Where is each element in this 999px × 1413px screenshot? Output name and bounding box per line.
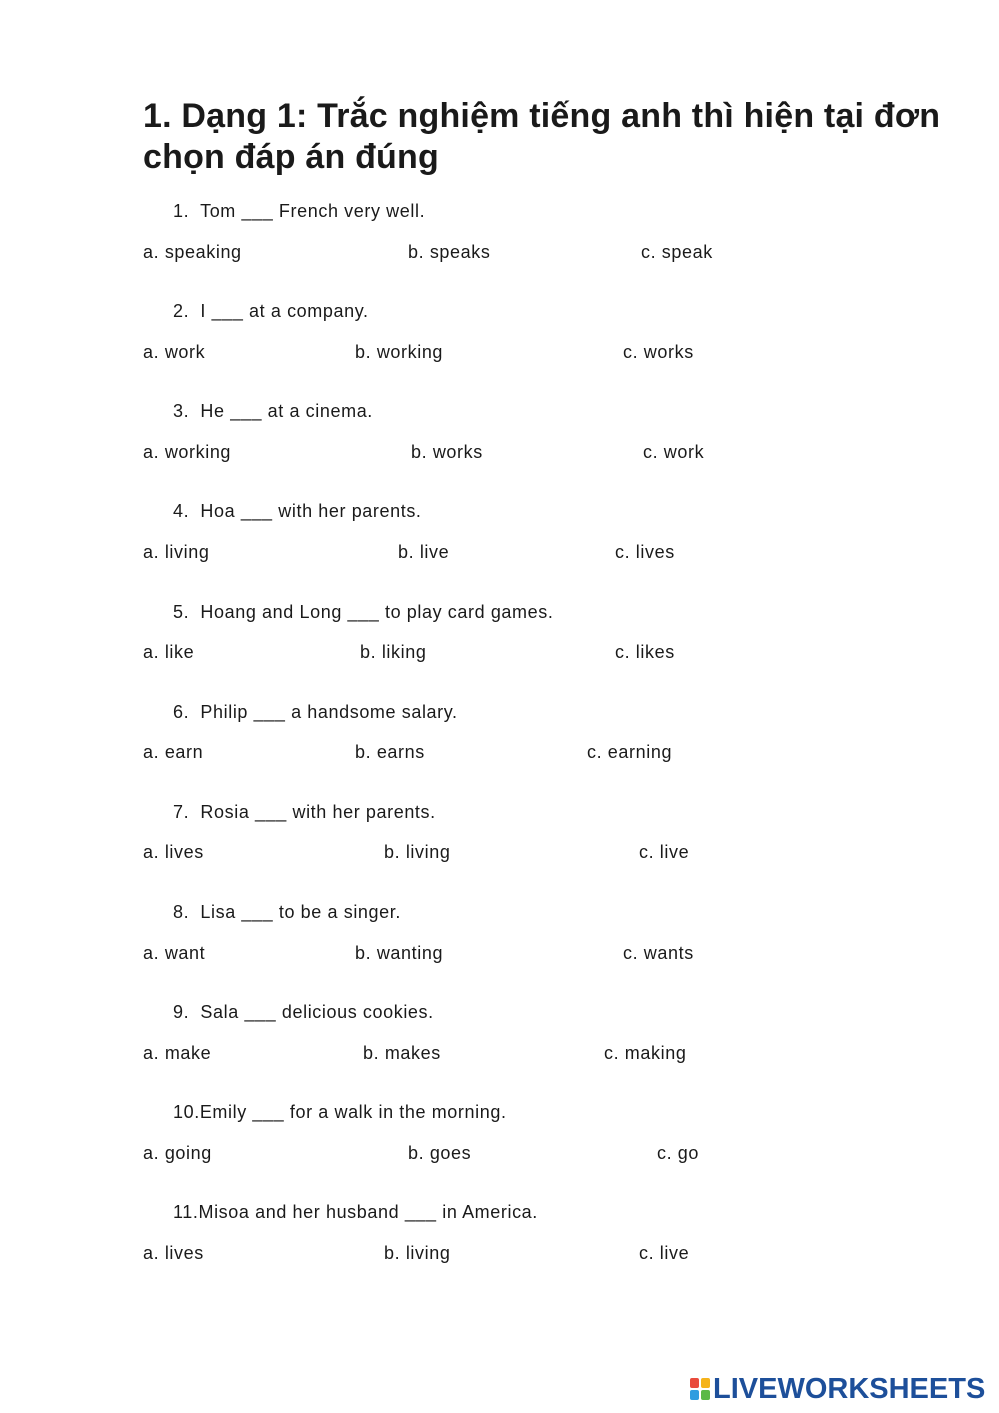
option-2c[interactable]: c. works [623, 342, 694, 362]
option-1c[interactable]: c. speak [641, 242, 713, 262]
option-8b[interactable]: b. wanting [355, 943, 444, 963]
option-9a[interactable]: a. make [143, 1043, 212, 1063]
option-10a[interactable]: a. going [143, 1143, 212, 1163]
question-9: 9. Sala ___ delicious cookies. [173, 1002, 434, 1022]
question-1: 1. Tom ___ French very well. [173, 201, 426, 221]
option-4c[interactable]: c. lives [615, 542, 675, 562]
option-4b[interactable]: b. live [398, 542, 450, 562]
liveworksheets-logo [690, 1372, 985, 1406]
option-3b[interactable]: b. works [411, 442, 483, 462]
logo-square-yellow [701, 1378, 710, 1388]
logo-square-blue [690, 1390, 699, 1400]
option-2b[interactable]: b. working [355, 342, 444, 362]
page-title: 1. Dạng 1: Trắc nghiệm tiếng anh thì hiện tại đơn chọn đáp án đúng [143, 97, 941, 176]
option-5a[interactable]: a. like [143, 642, 195, 662]
option-1a[interactable]: a. speaking [143, 242, 242, 262]
option-6a[interactable]: a. earn [143, 742, 204, 762]
option-8c[interactable]: c. wants [623, 943, 694, 963]
liveworksheets-logo-icon [690, 1378, 710, 1400]
logo-square-green [701, 1390, 710, 1400]
option-7c[interactable]: c. live [639, 842, 690, 862]
question-3: 3. He ___ at a cinema. [173, 401, 373, 421]
option-1b[interactable]: b. speaks [408, 242, 491, 262]
option-6b[interactable]: b. earns [355, 742, 425, 762]
option-8a[interactable]: a. want [143, 943, 206, 963]
logo-square-red [690, 1378, 699, 1388]
option-6c[interactable]: c. earning [587, 742, 673, 762]
option-5c[interactable]: c. likes [615, 642, 675, 662]
option-3c[interactable]: c. work [643, 442, 705, 462]
option-4a[interactable]: a. living [143, 542, 210, 562]
question-4: 4. Hoa ___ with her parents. [173, 501, 422, 521]
question-10: 10.Emily ___ for a walk in the morning. [173, 1102, 507, 1122]
option-9b[interactable]: b. makes [363, 1043, 441, 1063]
option-10c[interactable]: c. go [657, 1143, 700, 1163]
option-7a[interactable]: a. lives [143, 842, 204, 862]
question-7: 7. Rosia ___ with her parents. [173, 802, 436, 822]
option-7b[interactable]: b. living [384, 842, 451, 862]
question-5: 5. Hoang and Long ___ to play card games. [173, 602, 554, 622]
option-5b[interactable]: b. liking [360, 642, 427, 662]
option-2a[interactable]: a. work [143, 342, 206, 362]
question-6: 6. Philip ___ a handsome salary. [173, 702, 458, 722]
option-11b[interactable]: b. living [384, 1243, 451, 1263]
question-8: 8. Lisa ___ to be a singer. [173, 902, 401, 922]
option-3a[interactable]: a. working [143, 442, 232, 462]
question-11: 11.Misoa and her husband ___ in America. [173, 1202, 538, 1222]
question-2: 2. I ___ at a company. [173, 301, 369, 321]
option-11c[interactable]: c. live [639, 1243, 690, 1263]
brand-name: LIVEWORKSHEETS [713, 1372, 986, 1405]
option-10b[interactable]: b. goes [408, 1143, 472, 1163]
option-11a[interactable]: a. lives [143, 1243, 204, 1263]
option-9c[interactable]: c. making [604, 1043, 687, 1063]
